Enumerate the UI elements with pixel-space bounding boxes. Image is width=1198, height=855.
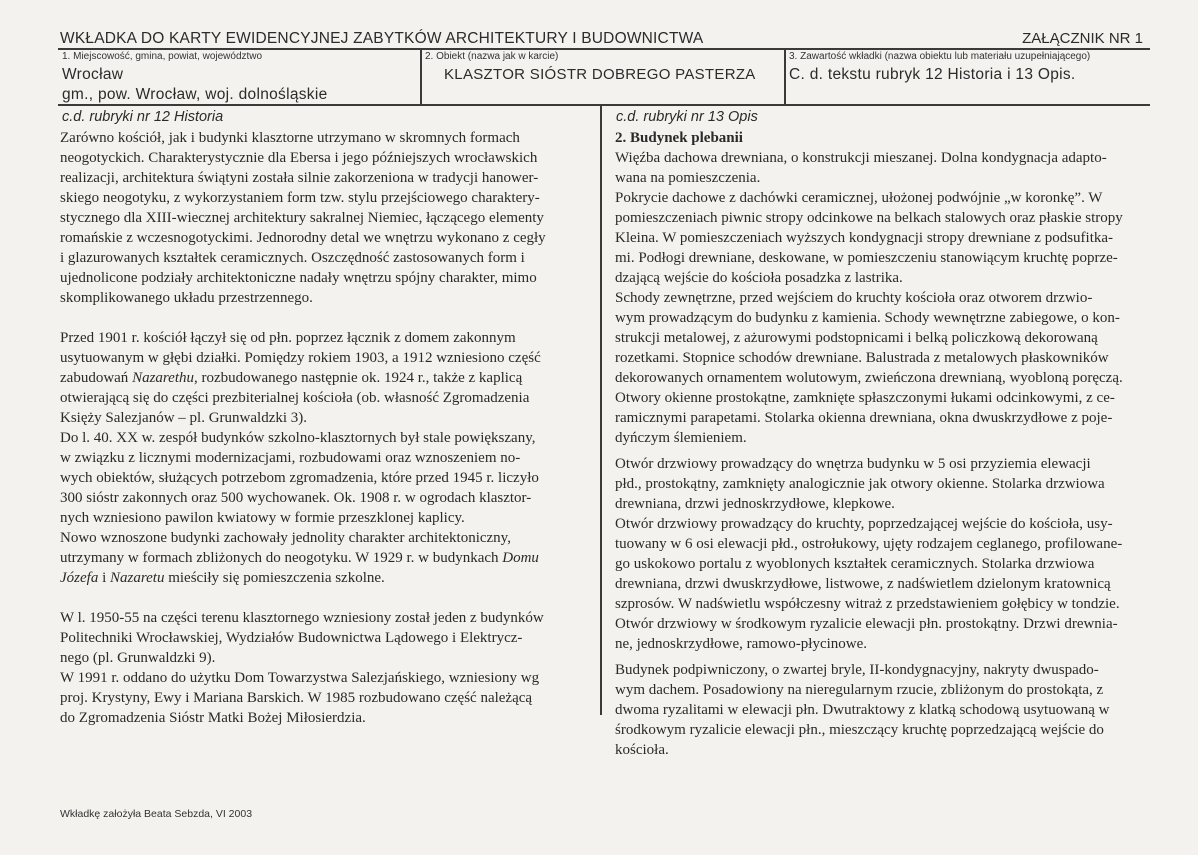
history-paragraph-1: Zarówno kościół, jak i budynki klasztorne utrzymano w skromnych formach neogotyckich. Charakterystycznie dla Ebersa i jego późniejszych wrocławskich realizacji, architektura świątyni została silnie zakorzeniona w tradycji hanower- skiego neogotyku, z wykorzystaniem form tzw. stylu przejściowego charaktery- stycznego dla XIII-wiecznej architektury sakralnej Niemiec, łączącego elementy romańskie z wczesnogotyckimi. Jednorodny detal we wnętrzu wykonano z cegły i glazurowanych kształtek ceramicznych. Oszczędność zastosowanych form i ujednolicone podziały architektoniczne nadały wnętrzu spójny charakter, mimo skomplikowanego układu przestrzennego. [60, 130, 546, 306]
description-paragraph-8: Budynek podpiwniczony, o zwartej bryle, II-kondygnacyjny, nakryty dwuspado- wym dachem. Posadowiony na nieregularnym rzucie, zbliżonym do prostokąta, z dwoma ryzalitami w elewacji płn. Dwutraktowy z klatką schodową usytuowaną w środkowym ryzalicie elewacji płn., mieszczący kruchtę poprzedzającą wejście do kościoła. [615, 662, 1110, 758]
document-title: WKŁADKA DO KARTY EWIDENCYJNEJ ZABYTKÓW ARCHITEKTURY I BUDOWNICTWA [60, 30, 704, 47]
field-2-value: KLASZTOR SIÓSTR DOBREGO PASTERZA [444, 66, 756, 83]
history-paragraph-2: Przed 1901 r. kościół łączył się od płn. poprzez łącznik z domem zakonnym usytuowanym w głębi działki. Pomiędzy rokiem 1903, a 1912 wzniesiono część zabudowań Nazarethu, rozbudowanego następnie ok. 1924 r., także z kaplicą otwierającą się do części prezbiterialnej kościoła (ob. własność Zgromadzenia Księży Salezjanów – pl. Grunwaldzki 3). [60, 330, 541, 426]
history-paragraph-5: W l. 1950-55 na części terenu klasztornego wzniesiony został jeden z budynków Politechniki Wrocławskiej, Wydziałów Budownictwa Lądowego i Elektrycz- nego (pl. Grunwaldzki 9). [60, 610, 544, 666]
header-rule [58, 48, 1150, 50]
history-paragraph-3: Do l. 40. XX w. zespół budynków szkolno-klasztornych był stale powiększany, w związku z licznymi modernizacjami, rozbudowami oraz wznoszeniem no- wych obiektów, służących potrzebom zgromadzenia, które przed 1945 r. liczyło 300 sióstr zakonnych oraz 500 wychowanek. Ok. 1908 r. w ogrodach klasztor- nych wzniesiono pawilon kwiatowy w formie przeszklonej kaplicy. [60, 430, 539, 526]
description-paragraph-7: Otwór drzwiowy w środkowym ryzalicie elewacji płn. prostokątny. Drzwi drewnia- ne, jednoskrzydłowe, ramowo-płycinowe. [615, 616, 1118, 652]
history-text [60, 128, 595, 728]
description-paragraph-5: Otwór drzwiowy prowadzący do wnętrza budynku w 5 osi przyziemia elewacji płd., prostokątny, zamknięty analogicznie jak otwory okienne. Stolarka drzwiowa drewniana, drzwi jednoskrzydłowe, klepkowe. [615, 456, 1105, 512]
field-3-label: 3. Zawartość wkładki (nazwa obiektu lub materiału uzupełniającego) [789, 51, 1091, 62]
field-1-value-line2: gm., pow. Wrocław, woj. dolnośląskie [62, 86, 328, 103]
description-paragraph-3: Schody zewnętrzne, przed wejściem do kruchty kościoła oraz otworem drzwio- wym prowadzącym do budynku z kamienia. Schody wewnętrzne zabiegowe, o kon- strukcji metalowej, z ażurowymi podstopnicami i belką policzkową dekorowaną rozetkami. Stopnice schodów drewniane. Balustrada z metalowych płaskowników dekorowanych ornamentem wolutowym, zwieńczona drewnianą, wyobloną poręczą. [615, 290, 1123, 386]
building-subheading: 2. Budynek plebanii [615, 130, 743, 146]
description-heading: c.d. rubryki nr 13 Opis [616, 109, 758, 125]
description-paragraph-1: Więźba dachowa drewniana, o konstrukcji mieszanej. Dolna kondygnacja adapto- wana na pomieszczenia. [615, 150, 1107, 186]
description-text [615, 128, 1155, 760]
field-divider-2 [784, 49, 786, 104]
field-1-label: 1. Miejscowość, gmina, powiat, województwo [62, 51, 263, 62]
field-1-value-line1: Wrocław [62, 66, 124, 83]
attachment-number: ZAŁĄCZNIK NR 1 [1022, 30, 1143, 47]
field-3-value: C. d. tekstu rubryk 12 Historia i 13 Opis. [789, 66, 1076, 83]
history-heading: c.d. rubryki nr 12 Historia [62, 109, 224, 125]
description-paragraph-2: Pokrycie dachowe z dachówki ceramicznej, ułożonej podwójnie „w koronkę”. W pomieszczeniach piwnic stropy odcinkowe na belkach stalowych oraz płaskie stropy Kleina. W pomieszczeniach wyższych kondygnacji stropy drewniane z podsufitka- mi. Podłogi drewniane, deskowane, w pomieszczeniu stanowiącym kruchtę poprze- dzającą wejście do kościoła posadzka z lastrika. [615, 190, 1123, 286]
column-divider [600, 105, 602, 715]
author-note: Wkładkę założyła Beata Sebzda, VI 2003 [60, 808, 253, 820]
description-paragraph-4: Otwory okienne prostokątne, zamknięte spłaszczonymi łukami odcinkowymi, z ce- ramicznymi parapetami. Stolarka okienna drewniana, okna dwuskrzydłowe z poje- dyńczym ślemieniem. [615, 390, 1115, 446]
history-paragraph-4: Nowo wznoszone budynki zachowały jednolity charakter architektoniczny, utrzymany w formach zbliżonych do neogotyku. W 1929 r. w budynkach Domu Józefa i Nazaretu mieściły się pomieszczenia szkolne. [60, 530, 539, 586]
history-paragraph-6: W 1991 r. oddano do użytku Dom Towarzystwa Salezjańskiego, wzniesiony wg proj. Krystyny, Ewy i Mariana Barskich. W 1985 rozbudowano część należącą do Zgromadzenia Sióstr Matki Bożej Miłosierdzia. [60, 670, 540, 726]
field-2-label: 2. Obiekt (nazwa jak w karcie) [425, 51, 559, 62]
field-divider-1 [420, 49, 422, 104]
fields-bottom-rule [58, 104, 1150, 106]
description-paragraph-6: Otwór drzwiowy prowadzący do kruchty, poprzedzającej wejście do kościoła, usy- tuowany w 6 osi elewacji płd., ostrołukowy, ujęty rodzajem ceglanego, profilowane- go uskokowo portalu z wyoblonych kształtek ceramicznych. Stolarka drzwiowa drewniana, drzwi dwuskrzydłowe, listwowe, z nadświetlem dzielonym kratownicą szprosów. W nadświetlu współczesny witraż z przedstawieniem gołębicy w tondzie. [615, 516, 1123, 612]
